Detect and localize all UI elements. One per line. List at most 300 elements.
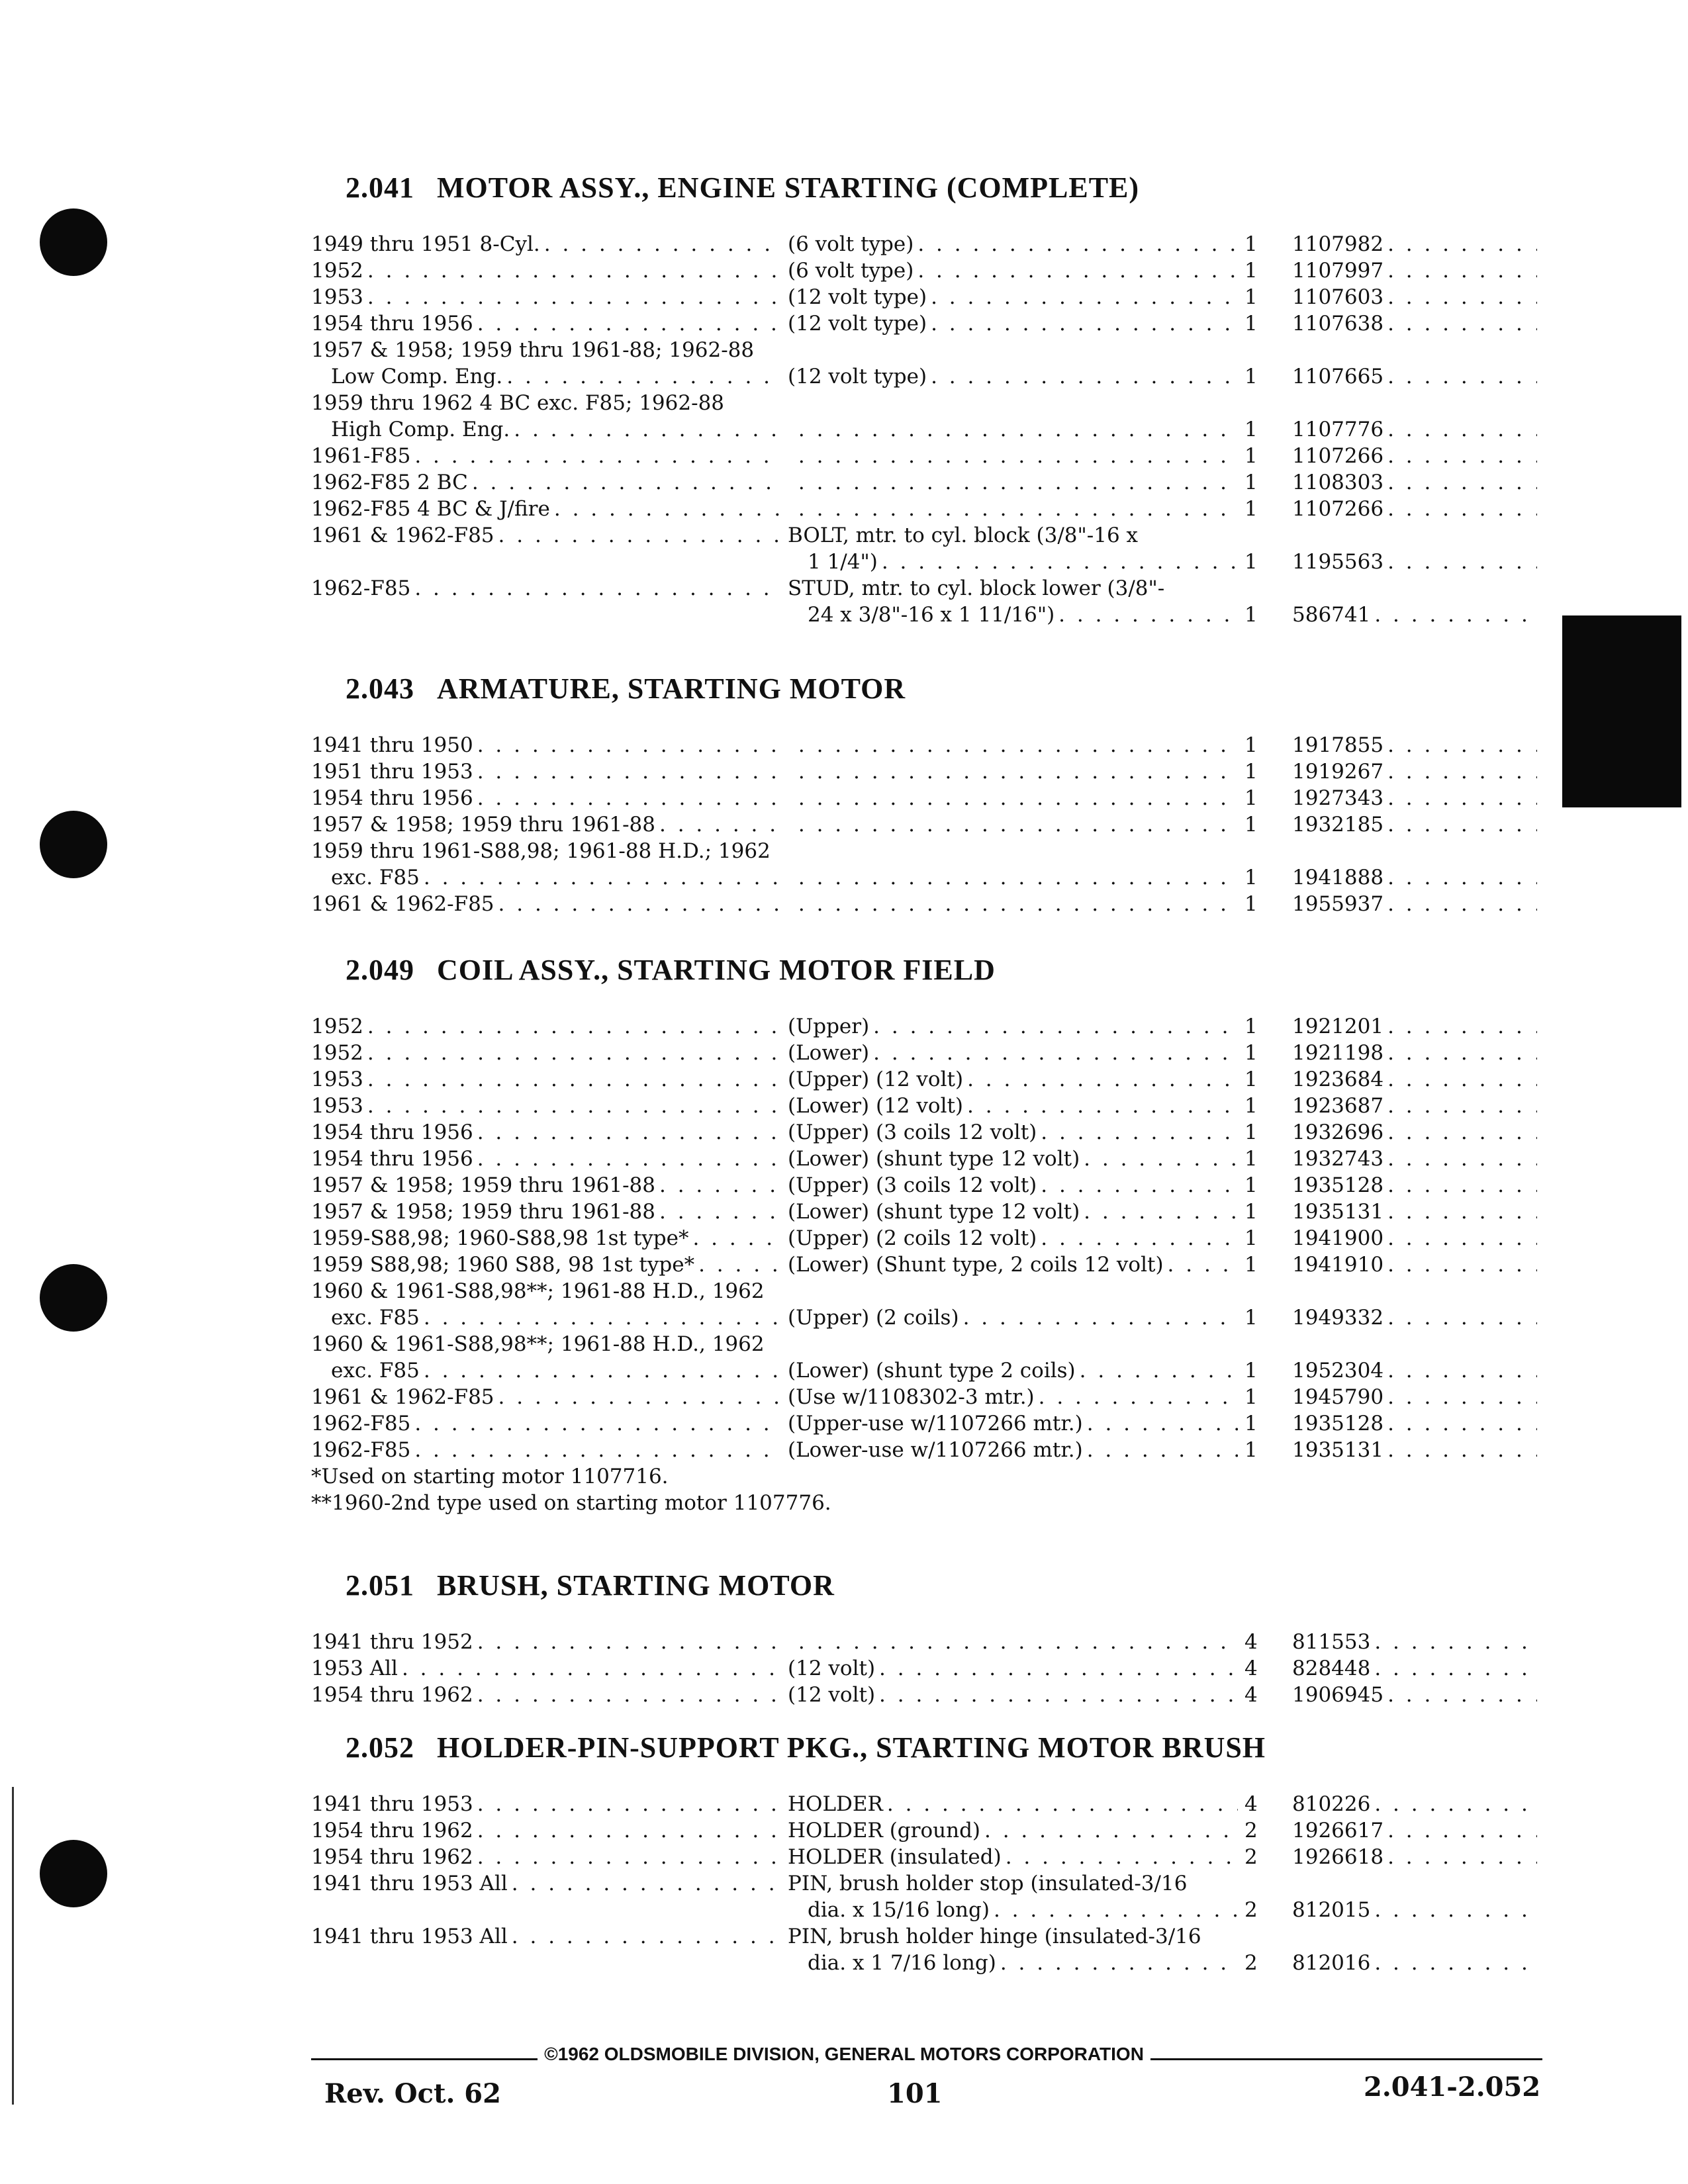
part-number-line bbox=[1292, 1066, 1544, 1093]
description-line bbox=[788, 1093, 1244, 1119]
part-number-cell bbox=[1292, 1791, 1544, 1817]
description-cell bbox=[788, 257, 1244, 284]
dot-leader bbox=[1374, 602, 1537, 628]
description-line bbox=[788, 496, 1244, 522]
description-text: (6 volt type) bbox=[788, 232, 914, 256]
description-text: HOLDER (ground) bbox=[788, 1819, 981, 1843]
part-number: 1917855 bbox=[1292, 733, 1384, 757]
quantity: 2 bbox=[1244, 1845, 1258, 1869]
years-text: 1961 & 1962-F85 bbox=[311, 892, 494, 916]
years-line bbox=[311, 1119, 788, 1146]
dot-leader bbox=[1387, 284, 1537, 310]
part-number-cell bbox=[1292, 1093, 1544, 1119]
dot-leader bbox=[1387, 363, 1537, 390]
dot-leader bbox=[1058, 602, 1238, 628]
years-text: 1961 & 1962-F85 bbox=[311, 523, 494, 547]
quantity-cell bbox=[1244, 1331, 1292, 1384]
years-line bbox=[311, 864, 788, 891]
quantity-line bbox=[1244, 1040, 1292, 1066]
quantity-cell bbox=[1244, 1844, 1292, 1870]
years-line bbox=[311, 1870, 788, 1897]
part-number: 1921201 bbox=[1292, 1015, 1384, 1038]
years-line bbox=[311, 891, 788, 917]
years-text: 1953 bbox=[311, 1068, 363, 1091]
years-line bbox=[311, 1093, 788, 1119]
quantity-line bbox=[1244, 443, 1292, 469]
dot-leader bbox=[882, 549, 1238, 575]
section-title: BRUSH, STARTING MOTOR bbox=[437, 1569, 835, 1602]
description-line bbox=[788, 522, 1244, 549]
dot-leader bbox=[873, 1013, 1238, 1040]
description-cell bbox=[788, 496, 1244, 522]
part-number-line bbox=[1292, 785, 1544, 811]
description-line bbox=[788, 469, 1244, 496]
dot-leader bbox=[424, 864, 781, 891]
part-number-line bbox=[1292, 1897, 1544, 1923]
dot-leader bbox=[659, 1172, 781, 1199]
description-text bbox=[788, 811, 794, 838]
years-line bbox=[311, 758, 788, 785]
description-text: (Lower) (12 volt) bbox=[788, 1094, 964, 1118]
description-line bbox=[788, 310, 1244, 337]
description-line bbox=[788, 257, 1244, 284]
description-text: (6 volt type) bbox=[788, 259, 914, 283]
quantity-line bbox=[1244, 257, 1292, 284]
years-text: 1954 thru 1956 bbox=[311, 1147, 473, 1171]
dot-leader bbox=[367, 1093, 781, 1119]
quantity-line bbox=[1244, 1844, 1292, 1870]
quantity-line bbox=[1244, 1251, 1292, 1278]
dot-leader bbox=[879, 1682, 1238, 1708]
dot-leader bbox=[1000, 1950, 1238, 1976]
dot-leader bbox=[1387, 891, 1537, 917]
dot-leader bbox=[659, 811, 781, 838]
quantity-line bbox=[1244, 1013, 1292, 1040]
dot-leader bbox=[798, 416, 1238, 443]
table-row bbox=[311, 758, 1556, 785]
part-number-line bbox=[1292, 443, 1544, 469]
part-number-line bbox=[1292, 732, 1544, 758]
description-line bbox=[788, 1013, 1244, 1040]
description-text: (Lower-use w/1107266 mtr.) bbox=[788, 1438, 1083, 1462]
years-line bbox=[311, 1278, 788, 1304]
table-row bbox=[311, 337, 1556, 390]
part-number-cell bbox=[1292, 1437, 1544, 1463]
years-text: 1953 All bbox=[311, 1657, 398, 1680]
quantity: 1 bbox=[1244, 550, 1258, 574]
dot-leader bbox=[798, 785, 1238, 811]
part-number: 1932743 bbox=[1292, 1147, 1384, 1171]
years-text: 1959-S88,98; 1960-S88,98 1st type* bbox=[311, 1226, 689, 1250]
description-line bbox=[788, 1119, 1244, 1146]
part-number-cell bbox=[1292, 785, 1544, 811]
binder-hole-4 bbox=[40, 1840, 107, 1907]
part-number: 1941888 bbox=[1292, 866, 1384, 889]
dot-leader bbox=[1387, 1066, 1537, 1093]
description-text: (12 volt) bbox=[788, 1683, 876, 1707]
years-text: 1954 thru 1962 bbox=[311, 1819, 473, 1843]
part-number-cell bbox=[1292, 443, 1544, 469]
section-number: 2.043 bbox=[346, 672, 414, 705]
part-number: 1107776 bbox=[1292, 418, 1384, 441]
part-number-line bbox=[1292, 1199, 1544, 1225]
years-text: 1952 bbox=[311, 1015, 363, 1038]
description-text bbox=[788, 416, 794, 443]
years-text: 1959 S88,98; 1960 S88, 98 1st type* bbox=[311, 1253, 695, 1277]
section-2052 bbox=[311, 1731, 1556, 1976]
dot-leader bbox=[879, 1655, 1238, 1682]
years-line bbox=[311, 1013, 788, 1040]
dot-leader bbox=[498, 891, 781, 917]
years-text: 1960 & 1961-S88,98**; 1961-88 H.D., 1962 bbox=[311, 1279, 765, 1303]
part-number-line bbox=[1292, 1146, 1544, 1172]
dot-leader bbox=[1387, 1013, 1537, 1040]
part-number-line bbox=[1292, 1040, 1544, 1066]
years-text: 1954 thru 1962 bbox=[311, 1683, 473, 1707]
spacer-line bbox=[1292, 575, 1544, 602]
description-line bbox=[788, 811, 1244, 838]
quantity-cell bbox=[1244, 522, 1292, 575]
part-number-line bbox=[1292, 891, 1544, 917]
quantity-cell bbox=[1244, 758, 1292, 785]
part-number-cell bbox=[1292, 1844, 1544, 1870]
table-row bbox=[311, 231, 1556, 257]
description-line bbox=[788, 1304, 1244, 1331]
description-cell bbox=[788, 1410, 1244, 1437]
quantity-line bbox=[1244, 284, 1292, 310]
dot-leader bbox=[931, 310, 1238, 337]
description-cell bbox=[788, 337, 1244, 390]
section-number: 2.052 bbox=[346, 1731, 414, 1764]
spacer-line bbox=[788, 337, 1244, 363]
quantity-line bbox=[1244, 891, 1292, 917]
description-line bbox=[788, 416, 1244, 443]
years-line bbox=[311, 416, 788, 443]
years-cell bbox=[311, 1384, 788, 1410]
years-cell bbox=[311, 522, 788, 575]
part-number: 1906945 bbox=[1292, 1683, 1384, 1707]
dot-leader bbox=[1387, 1119, 1537, 1146]
years-text: exc. F85 bbox=[331, 866, 420, 889]
years-cell bbox=[311, 838, 788, 891]
quantity-cell bbox=[1244, 1066, 1292, 1093]
part-number-line bbox=[1292, 310, 1544, 337]
years-text: 1954 thru 1956 bbox=[311, 312, 473, 336]
years-text: 1962-F85 bbox=[311, 1412, 411, 1435]
description-line bbox=[788, 1172, 1244, 1199]
table-row bbox=[311, 284, 1556, 310]
part-number-cell bbox=[1292, 838, 1544, 891]
quantity-cell bbox=[1244, 1172, 1292, 1199]
description-text bbox=[788, 891, 794, 917]
dot-leader bbox=[1387, 469, 1537, 496]
quantity-cell bbox=[1244, 811, 1292, 838]
description-cell bbox=[788, 1791, 1244, 1817]
quantity-line bbox=[1244, 1950, 1292, 1976]
years-text: 1954 thru 1962 bbox=[311, 1845, 473, 1869]
dot-leader bbox=[367, 1040, 781, 1066]
years-line bbox=[311, 1682, 788, 1708]
dot-leader bbox=[967, 1093, 1238, 1119]
table-row bbox=[311, 1146, 1556, 1172]
part-number: 1941910 bbox=[1292, 1253, 1384, 1277]
years-text: 1959 thru 1962 4 BC exc. F85; 1962-88 bbox=[311, 391, 725, 415]
copyright-line bbox=[0, 2044, 1688, 2065]
part-number-line bbox=[1292, 1410, 1544, 1437]
part-number-line bbox=[1292, 416, 1544, 443]
dot-leader bbox=[917, 231, 1238, 257]
description-line bbox=[788, 1655, 1244, 1682]
years-text: 1962-F85 bbox=[311, 1438, 411, 1462]
years-cell bbox=[311, 575, 788, 628]
description-cell bbox=[788, 1923, 1244, 1976]
binder-hole-2 bbox=[40, 811, 107, 878]
part-number: 1932185 bbox=[1292, 813, 1384, 837]
years-text: 1941 thru 1950 bbox=[311, 733, 473, 757]
part-number: 1107266 bbox=[1292, 444, 1384, 468]
dot-leader bbox=[798, 891, 1238, 917]
dot-leader bbox=[984, 1817, 1238, 1844]
years-cell bbox=[311, 1331, 788, 1384]
years-line bbox=[311, 1199, 788, 1225]
part-number-cell bbox=[1292, 1682, 1544, 1708]
quantity-line bbox=[1244, 1172, 1292, 1199]
part-number-cell bbox=[1292, 1410, 1544, 1437]
table-row bbox=[311, 1870, 1556, 1923]
quantity: 1 bbox=[1244, 1253, 1258, 1277]
years-text: 1954 thru 1956 bbox=[311, 786, 473, 810]
description-text: PIN, brush holder stop (insulated-3/16 bbox=[788, 1872, 1188, 1895]
description-text: (Use w/1108302-3 mtr.) bbox=[788, 1385, 1035, 1409]
section-heading bbox=[346, 171, 1556, 205]
spacer-line bbox=[788, 1278, 1244, 1304]
quantity: 1 bbox=[1244, 1226, 1258, 1250]
years-cell bbox=[311, 1844, 788, 1870]
part-number-cell bbox=[1292, 390, 1544, 443]
copyright-text: ©1962 OLDSMOBILE DIVISION, GENERAL MOTORS CORPORATION bbox=[538, 2044, 1150, 2064]
dot-leader bbox=[994, 1897, 1238, 1923]
years-line bbox=[311, 1629, 788, 1655]
part-number: 1923687 bbox=[1292, 1094, 1384, 1118]
dot-leader bbox=[1387, 1040, 1537, 1066]
part-number-cell bbox=[1292, 1655, 1544, 1682]
description-text: (Upper) (12 volt) bbox=[788, 1068, 964, 1091]
dot-leader bbox=[1374, 1655, 1537, 1682]
years-text: 1941 thru 1952 bbox=[311, 1630, 473, 1654]
part-number: 1107982 bbox=[1292, 232, 1384, 256]
dot-leader bbox=[367, 257, 781, 284]
part-number-cell bbox=[1292, 1384, 1544, 1410]
description-line bbox=[788, 1066, 1244, 1093]
years-cell bbox=[311, 1119, 788, 1146]
quantity-cell bbox=[1244, 1384, 1292, 1410]
quantity-line bbox=[1244, 1410, 1292, 1437]
dot-leader bbox=[1041, 1172, 1238, 1199]
section-2051 bbox=[311, 1569, 1556, 1708]
dot-leader bbox=[1084, 1146, 1238, 1172]
quantity: 1 bbox=[1244, 1200, 1258, 1224]
description-line bbox=[788, 1384, 1244, 1410]
quantity-cell bbox=[1244, 231, 1292, 257]
quantity-cell bbox=[1244, 257, 1292, 284]
quantity: 1 bbox=[1244, 1438, 1258, 1462]
years-text: 1952 bbox=[311, 259, 363, 283]
part-number: 1921198 bbox=[1292, 1041, 1384, 1065]
spacer-line bbox=[1244, 390, 1292, 416]
table-row bbox=[311, 732, 1556, 758]
quantity-cell bbox=[1244, 310, 1292, 337]
section-range: 2.041-2.052 bbox=[1364, 2071, 1541, 2103]
description-cell bbox=[788, 390, 1244, 443]
description-text: dia. x 15/16 long) bbox=[808, 1898, 990, 1922]
part-number-cell bbox=[1292, 1146, 1544, 1172]
quantity-cell bbox=[1244, 732, 1292, 758]
years-text: 1957 & 1958; 1959 thru 1961-88 bbox=[311, 1173, 656, 1197]
table-row bbox=[311, 522, 1556, 575]
part-number-cell bbox=[1292, 469, 1544, 496]
description-cell bbox=[788, 575, 1244, 628]
quantity-line bbox=[1244, 1225, 1292, 1251]
description-cell bbox=[788, 1817, 1244, 1844]
description-text: (Upper-use w/1107266 mtr.) bbox=[788, 1412, 1083, 1435]
years-cell bbox=[311, 1923, 788, 1976]
quantity-cell bbox=[1244, 1655, 1292, 1682]
part-number-cell bbox=[1292, 1119, 1544, 1146]
quantity: 1 bbox=[1244, 497, 1258, 521]
part-number-cell bbox=[1292, 1870, 1544, 1923]
spacer-line bbox=[1292, 838, 1544, 864]
dot-leader bbox=[1039, 1384, 1238, 1410]
years-line bbox=[311, 1331, 788, 1357]
quantity-cell bbox=[1244, 443, 1292, 469]
quantity-line bbox=[1244, 549, 1292, 575]
years-cell bbox=[311, 1146, 788, 1172]
dot-leader bbox=[887, 1791, 1238, 1817]
part-number-cell bbox=[1292, 1066, 1544, 1093]
table-row bbox=[311, 1040, 1556, 1066]
table-row bbox=[311, 390, 1556, 443]
years-text: 1962-F85 2 BC bbox=[311, 471, 468, 494]
part-number-line bbox=[1292, 1013, 1544, 1040]
part-number-cell bbox=[1292, 1331, 1544, 1384]
quantity-line bbox=[1244, 864, 1292, 891]
quantity-cell bbox=[1244, 1146, 1292, 1172]
description-cell bbox=[788, 1384, 1244, 1410]
section-heading bbox=[346, 953, 1556, 987]
years-line bbox=[311, 337, 788, 363]
dot-leader bbox=[1080, 1357, 1238, 1384]
dot-leader bbox=[477, 758, 781, 785]
quantity-line bbox=[1244, 1119, 1292, 1146]
dot-leader bbox=[1387, 1437, 1537, 1463]
description-cell bbox=[788, 1844, 1244, 1870]
dot-leader bbox=[1387, 1251, 1537, 1278]
dot-leader bbox=[1387, 1817, 1537, 1844]
dot-leader bbox=[1387, 864, 1537, 891]
quantity-line bbox=[1244, 1897, 1292, 1923]
years-cell bbox=[311, 1791, 788, 1817]
quantity-line bbox=[1244, 732, 1292, 758]
years-cell bbox=[311, 1093, 788, 1119]
years-line bbox=[311, 1251, 788, 1278]
dot-leader bbox=[477, 1682, 781, 1708]
dot-leader bbox=[1387, 416, 1537, 443]
quantity-cell bbox=[1244, 1410, 1292, 1437]
part-number: 1107638 bbox=[1292, 312, 1384, 336]
quantity-line bbox=[1244, 1682, 1292, 1708]
part-number: 1923684 bbox=[1292, 1068, 1384, 1091]
dot-leader bbox=[1387, 549, 1537, 575]
dot-leader bbox=[659, 1199, 781, 1225]
dot-leader bbox=[414, 575, 781, 602]
years-cell bbox=[311, 1278, 788, 1331]
dot-leader bbox=[414, 443, 781, 469]
years-text: 1951 thru 1953 bbox=[311, 760, 473, 784]
years-line bbox=[311, 496, 788, 522]
part-number: 1949332 bbox=[1292, 1306, 1384, 1330]
dot-leader bbox=[1387, 1682, 1537, 1708]
quantity-line bbox=[1244, 416, 1292, 443]
quantity: 2 bbox=[1244, 1819, 1258, 1843]
section-number: 2.041 bbox=[346, 171, 414, 204]
spacer-line bbox=[1292, 337, 1544, 363]
dot-leader bbox=[424, 1304, 781, 1331]
description-text: (12 volt) bbox=[788, 1657, 876, 1680]
part-number-line bbox=[1292, 1655, 1544, 1682]
quantity-cell bbox=[1244, 785, 1292, 811]
dot-leader bbox=[477, 785, 781, 811]
years-cell bbox=[311, 1817, 788, 1844]
description-cell bbox=[788, 310, 1244, 337]
revision-date: Rev. Oct. 62 bbox=[324, 2078, 501, 2109]
part-number-cell bbox=[1292, 231, 1544, 257]
spacer-line bbox=[788, 838, 1244, 864]
years-line bbox=[311, 1655, 788, 1682]
part-number: 1107997 bbox=[1292, 259, 1384, 283]
years-line bbox=[311, 1410, 788, 1437]
years-line bbox=[311, 363, 788, 390]
part-number-line bbox=[1292, 1629, 1544, 1655]
table-row bbox=[311, 1278, 1556, 1331]
dot-leader bbox=[798, 811, 1238, 838]
description-line bbox=[788, 1950, 1244, 1976]
dot-leader bbox=[967, 1066, 1238, 1093]
dot-leader bbox=[1387, 1844, 1537, 1870]
quantity-line bbox=[1244, 785, 1292, 811]
dot-leader bbox=[798, 469, 1238, 496]
description-cell bbox=[788, 1040, 1244, 1066]
part-number: 812015 bbox=[1292, 1898, 1371, 1922]
description-text: (12 volt type) bbox=[788, 365, 927, 388]
quantity: 1 bbox=[1244, 892, 1258, 916]
years-cell bbox=[311, 1682, 788, 1708]
description-line bbox=[788, 785, 1244, 811]
part-number-line bbox=[1292, 1437, 1544, 1463]
dot-leader bbox=[477, 1629, 781, 1655]
quantity-line bbox=[1244, 496, 1292, 522]
quantity: 4 bbox=[1244, 1657, 1258, 1680]
spacer-line bbox=[1244, 337, 1292, 363]
description-text: 1 1/4") bbox=[808, 550, 878, 574]
table-row bbox=[311, 811, 1556, 838]
description-cell bbox=[788, 838, 1244, 891]
dot-leader bbox=[1387, 443, 1537, 469]
table-row bbox=[311, 496, 1556, 522]
description-text bbox=[788, 785, 794, 811]
years-text: 1961 & 1962-F85 bbox=[311, 1385, 494, 1409]
years-line bbox=[311, 469, 788, 496]
part-number-line bbox=[1292, 1682, 1544, 1708]
